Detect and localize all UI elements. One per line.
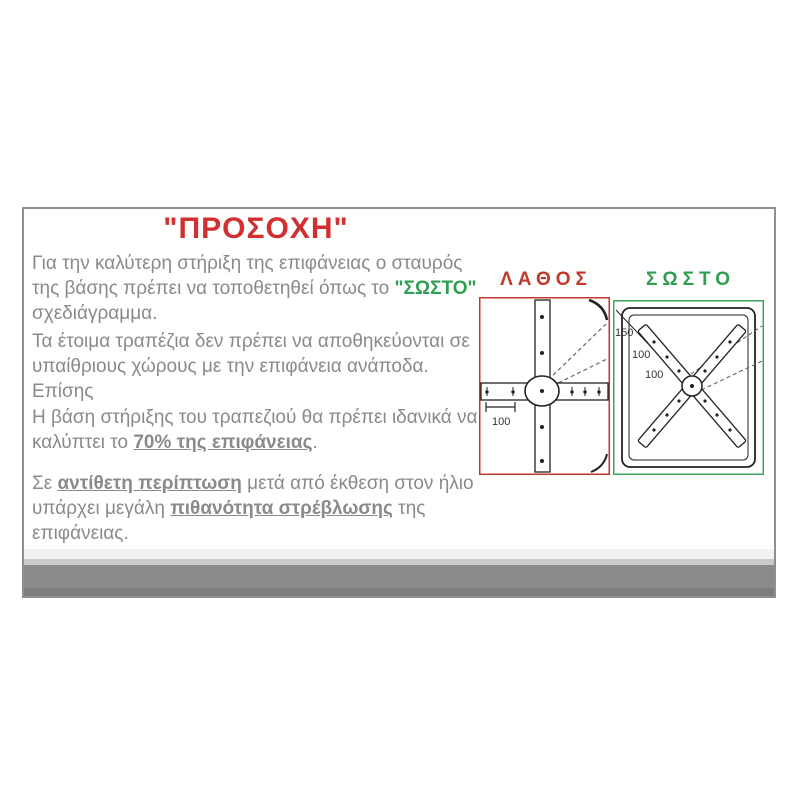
paragraph-coverage: [32, 405, 480, 455]
paragraph-text: .: [312, 432, 318, 453]
center-hub-hole: [540, 389, 544, 393]
bolt-hole: [540, 315, 544, 319]
paragraph-text: Η βάση στήριξης του τραπεζιού θα πρέπει ιδανικά να καλύπτει το: [32, 407, 478, 453]
bolt-hole: [540, 351, 544, 355]
center-hub-hole: [690, 384, 694, 388]
correct-diagram: [613, 300, 764, 475]
bolt-hole: [540, 425, 544, 429]
dimension-label-100b: 100: [645, 369, 664, 381]
paragraph-also: Επίσης: [32, 381, 94, 402]
dimension-label-100a: 100: [632, 349, 651, 361]
coverage-emphasis: 70% της επιφάνειας: [133, 432, 313, 453]
instruction-text-column: [32, 211, 480, 546]
paragraph-storage: Τα έτοιμα τραπέζια δεν πρέπει να αποθηκεύονται σε υπαίθριους χώρους με την επιφάνεια ανάποδα.: [32, 331, 470, 377]
footer-band-dark: [24, 565, 774, 588]
correct-highlight: "ΣΩΣΤΟ": [394, 278, 477, 299]
paragraph-text: Για την καλύτερη στήριξη της επιφάνειας ο σταυρός της βάσης πρέπει να τοποθετηθεί όπως το: [32, 253, 463, 299]
paragraph-warp-warning: [32, 471, 480, 546]
paragraph-text: Σε: [32, 473, 58, 494]
wrong-label: ΛΑΘΟΣ: [500, 269, 592, 290]
wrong-diagram: [479, 297, 610, 475]
bolt-hole: [540, 459, 544, 463]
correct-label: ΣΩΣΤΟ: [645, 269, 736, 290]
paragraph-base-position: [32, 251, 480, 326]
paragraph-text: της επιφάνειας.: [32, 498, 426, 544]
footer-band-darkest: [24, 588, 774, 596]
page-title: "ΠΡΟΣΟΧΗ": [163, 212, 349, 245]
warp-emphasis: πιθανότητα στρέβλωσης: [170, 498, 393, 519]
dimension-label-150: 150: [615, 327, 634, 339]
paragraph-text: μετά από έκθεση στον ήλιο υπάρχει μεγάλη: [32, 473, 474, 519]
footer-band-light: [24, 549, 774, 559]
otherwise-emphasis: αντίθετη περίπτωση: [57, 473, 242, 494]
dimension-label-100: 100: [492, 416, 511, 428]
paragraph-text: σχεδιάγραμμα.: [32, 303, 158, 324]
warning-slide: [22, 207, 776, 598]
